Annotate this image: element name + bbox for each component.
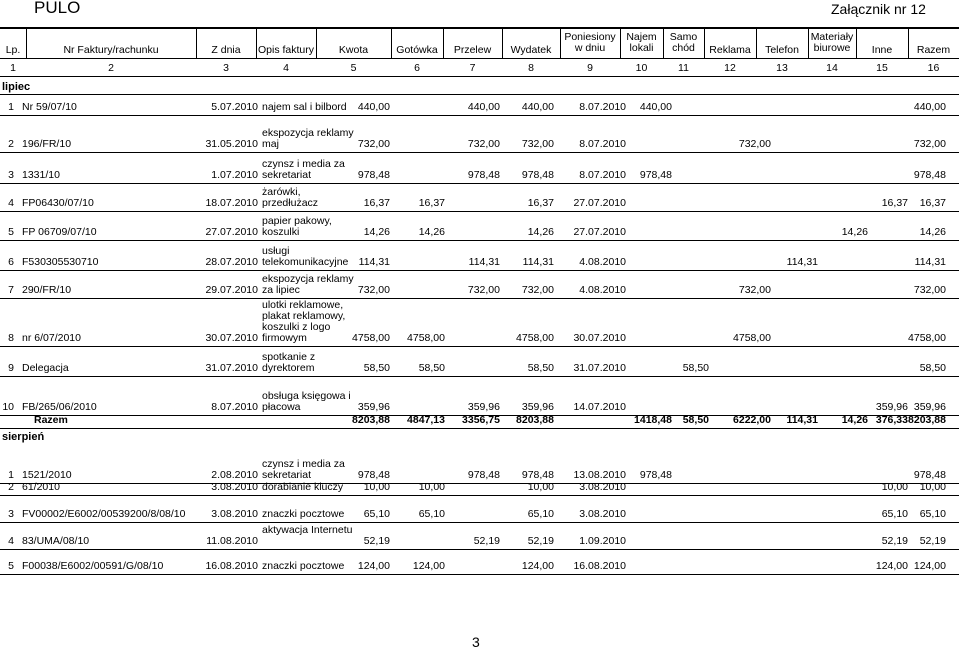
cell-col-7: 359,96 xyxy=(467,401,500,413)
row-divider xyxy=(0,483,959,484)
total-value: 8203,88 xyxy=(908,414,946,426)
cell-col-16: 14,26 xyxy=(919,226,946,238)
cell-col-6: 58,50 xyxy=(418,362,445,374)
col-number: 10 xyxy=(635,62,648,74)
cell-col-9: 3.08.2010 xyxy=(579,481,626,493)
cell-col-3: 5.07.2010 xyxy=(211,101,258,113)
cell-col-7: 440,00 xyxy=(467,101,500,113)
cell-col-6: 124,00 xyxy=(412,560,445,572)
row-divider xyxy=(0,240,959,241)
cell-col-5: 440,00 xyxy=(357,101,390,113)
cell-col-3: 3.08.2010 xyxy=(211,508,258,520)
cell-col-16: 10,00 xyxy=(919,481,946,493)
cell-col-7: 978,48 xyxy=(467,169,500,181)
cell-col-2: 1521/2010 xyxy=(22,469,72,481)
cell-col-10: 440,00 xyxy=(639,101,672,113)
cell-col-13: 114,31 xyxy=(786,256,818,268)
col-number: 12 xyxy=(724,62,736,74)
total-label: Razem xyxy=(34,414,68,426)
cell-col-2: Nr 59/07/10 xyxy=(22,101,77,113)
cell-col-8: 4758,00 xyxy=(516,332,554,344)
cell-col-3: 29.07.2010 xyxy=(205,284,258,296)
cell-col-3: 1.07.2010 xyxy=(211,169,258,181)
total-value: 14,26 xyxy=(841,414,868,426)
cell-col-8: 10,00 xyxy=(527,481,554,493)
col-number: 6 xyxy=(414,62,420,74)
cell-col-3: 16.08.2010 xyxy=(205,560,258,572)
cell-col-2: 1331/10 xyxy=(22,169,60,181)
header-14: Materiały biurowe xyxy=(810,31,854,54)
cell-col-5: 732,00 xyxy=(357,284,390,296)
row-divider xyxy=(0,211,959,212)
cell-col-14: 14,26 xyxy=(841,226,868,238)
cell-col-15: 16,37 xyxy=(881,197,908,209)
cell-col-11: 58,50 xyxy=(682,362,709,374)
cell-col-7: 732,00 xyxy=(467,284,500,296)
col-number: 7 xyxy=(469,62,476,74)
cell-col-3: 28.07.2010 xyxy=(205,256,258,268)
row-divider xyxy=(0,549,959,550)
cell-col-4: ekspozycja reklamy za lipiec xyxy=(262,273,354,296)
cell-col-9: 13.08.2010 xyxy=(573,469,626,481)
cell-col-3: 11.08.2010 xyxy=(206,535,258,547)
cell-col-16: 978,48 xyxy=(913,469,946,481)
header-1: Lp. xyxy=(5,44,21,56)
cell-col-5: 16,37 xyxy=(363,197,390,209)
cell-col-1: 9 xyxy=(8,362,14,374)
cell-col-1: 2 xyxy=(8,481,14,493)
cell-col-8: 732,00 xyxy=(521,138,554,150)
cell-col-4: czynsz i media za sekretariat xyxy=(262,458,345,481)
cell-col-9: 30.07.2010 xyxy=(573,332,626,344)
cell-col-9: 8.07.2010 xyxy=(579,138,626,150)
cell-col-4: żarówki, przedłużacz xyxy=(262,186,319,209)
cell-col-2: 83/UMA/08/10 xyxy=(22,535,90,547)
cell-col-15: 359,96 xyxy=(875,401,908,413)
total-value: 376,33 xyxy=(875,414,908,426)
cell-col-2: Delegacja xyxy=(22,362,69,374)
cell-col-8: 978,48 xyxy=(521,169,554,181)
cell-col-4: ulotki reklamowe, plakat reklamowy, koszulki z logo firmowym xyxy=(262,299,346,344)
cell-col-2: 61/2010 xyxy=(22,481,60,493)
cell-col-8: 65,10 xyxy=(527,508,554,520)
cell-col-4: papier pakowy, koszulki xyxy=(262,215,332,238)
cell-col-2: F00038/E6002/00591/G/08/10 xyxy=(22,560,164,572)
col-number: 8 xyxy=(528,62,534,74)
cell-col-8: 440,00 xyxy=(521,101,554,113)
cell-col-5: 58,50 xyxy=(363,362,390,374)
cell-col-7: 52,19 xyxy=(473,535,500,547)
cell-col-6: 65,10 xyxy=(418,508,445,520)
cell-col-4: dorabianie kluczy xyxy=(262,481,344,493)
cell-col-5: 978,48 xyxy=(357,169,390,181)
cell-col-9: 3.08.2010 xyxy=(579,508,626,520)
col-number: 2 xyxy=(108,62,114,74)
cell-col-1: 10 xyxy=(2,401,14,413)
cell-col-1: 5 xyxy=(8,226,14,238)
cell-col-4: usługi telekomunikacyjne xyxy=(262,245,349,268)
header-12: Reklama xyxy=(709,44,751,56)
cell-col-15: 52,19 xyxy=(881,535,908,547)
cell-col-16: 732,00 xyxy=(913,138,946,150)
cell-col-5: 52,19 xyxy=(363,535,390,547)
header-2: Nr Faktury/rachunku xyxy=(63,44,159,56)
cell-col-9: 31.07.2010 xyxy=(573,362,626,374)
cell-col-1: 3 xyxy=(8,169,14,181)
row-divider xyxy=(0,94,959,95)
row-divider xyxy=(0,428,959,429)
cell-col-9: 27.07.2010 xyxy=(573,197,626,209)
col-number: 1 xyxy=(10,62,16,74)
header-5: Kwota xyxy=(338,44,369,56)
cell-col-8: 16,37 xyxy=(527,197,554,209)
section-label: lipiec xyxy=(2,81,31,93)
col-number: 13 xyxy=(776,62,788,74)
row-divider xyxy=(0,574,959,575)
header-7: Przelew xyxy=(453,44,492,56)
cell-col-3: 3.08.2010 xyxy=(211,481,258,493)
cell-col-4: spotkanie z dyrektorem xyxy=(262,351,316,374)
cell-col-5: 732,00 xyxy=(357,138,390,150)
header-6: Gotówka xyxy=(396,44,438,56)
col-number: 16 xyxy=(927,62,940,74)
header-16: Razem xyxy=(916,44,951,56)
cell-col-2: 290/FR/10 xyxy=(22,284,72,296)
total-value: 8203,88 xyxy=(516,414,554,426)
cell-col-5: 124,00 xyxy=(357,560,390,572)
cell-col-6: 16,37 xyxy=(418,197,445,209)
header-15: Inne xyxy=(871,44,893,56)
header-11: Samo chód xyxy=(669,31,698,54)
header-9: Poniesiony w dniu xyxy=(564,31,616,54)
total-value: 8203,88 xyxy=(352,414,390,426)
cell-col-3: 30.07.2010 xyxy=(205,332,258,344)
attachment-label: Załącznik nr 12 xyxy=(831,1,926,17)
cell-col-10: 978,48 xyxy=(639,469,672,481)
row-divider xyxy=(0,495,959,496)
cell-col-16: 65,10 xyxy=(919,508,946,520)
cell-col-8: 124,00 xyxy=(521,560,554,572)
col-number: 3 xyxy=(223,62,229,74)
cell-col-7: 114,31 xyxy=(468,256,500,268)
header-3: Z dnia xyxy=(211,44,241,56)
cell-col-4: czynsz i media za sekretariat xyxy=(262,158,345,181)
header-4: Opis faktury xyxy=(257,44,315,56)
cell-col-15: 65,10 xyxy=(881,508,908,520)
total-value: 114,31 xyxy=(786,414,818,426)
cell-col-3: 31.07.2010 xyxy=(205,362,258,374)
cell-col-5: 4758,00 xyxy=(352,332,390,344)
cell-col-16: 4758,00 xyxy=(908,332,946,344)
cell-col-2: FP 06709/07/10 xyxy=(22,226,97,238)
cell-col-12: 732,00 xyxy=(738,284,771,296)
row-divider xyxy=(0,152,959,153)
cell-col-4: obsługa księgowa i płacowa xyxy=(262,390,351,413)
cell-col-5: 359,96 xyxy=(357,401,390,413)
col-number: 15 xyxy=(876,62,888,74)
cell-col-8: 114,31 xyxy=(522,256,554,268)
row-divider xyxy=(0,298,959,299)
section-label: sierpień xyxy=(2,431,45,443)
cell-col-8: 359,96 xyxy=(521,401,554,413)
cell-col-1: 2 xyxy=(8,138,14,150)
cell-col-2: FV00002/E6002/00539200/8/08/10 xyxy=(22,508,186,520)
cell-col-1: 1 xyxy=(8,469,14,481)
cell-col-8: 978,48 xyxy=(521,469,554,481)
cell-col-16: 359,96 xyxy=(913,401,946,413)
cell-col-12: 732,00 xyxy=(738,138,771,150)
row-divider xyxy=(0,183,959,184)
total-value: 6222,00 xyxy=(733,414,771,426)
header-13: Telefon xyxy=(765,44,799,56)
cell-col-16: 52,19 xyxy=(919,535,946,547)
cell-col-1: 6 xyxy=(8,256,14,268)
cell-col-6: 4758,00 xyxy=(407,332,445,344)
cell-col-8: 58,50 xyxy=(527,362,554,374)
cell-col-3: 2.08.2010 xyxy=(211,469,258,481)
cell-col-9: 8.07.2010 xyxy=(579,101,626,113)
cell-col-9: 14.07.2010 xyxy=(573,401,626,413)
header-10: Najem lokali xyxy=(626,31,657,54)
cell-col-6: 14,26 xyxy=(418,226,445,238)
cell-col-7: 732,00 xyxy=(467,138,500,150)
cell-col-5: 978,48 xyxy=(357,469,390,481)
document-title: PULO xyxy=(34,0,81,17)
cell-col-4: aktywacja Internetu xyxy=(262,524,353,536)
cell-col-3: 31.05.2010 xyxy=(205,138,258,150)
cell-col-9: 4.08.2010 xyxy=(579,284,626,296)
cell-col-1: 4 xyxy=(8,197,14,209)
cell-col-9: 8.07.2010 xyxy=(579,169,626,181)
col-number: 5 xyxy=(350,62,357,74)
total-value: 1418,48 xyxy=(634,414,672,426)
cell-col-4: znaczki pocztowe xyxy=(262,508,345,520)
cell-col-1: 8 xyxy=(8,332,14,344)
cell-col-16: 124,00 xyxy=(913,560,946,572)
cell-col-4: ekspozycja reklamy maj xyxy=(262,127,354,150)
cell-col-2: FP06430/07/10 xyxy=(22,197,94,209)
col-number: 11 xyxy=(678,62,689,74)
cell-col-2: 196/FR/10 xyxy=(22,138,72,150)
row-divider xyxy=(0,76,959,77)
total-value: 3356,75 xyxy=(462,414,500,426)
cell-col-1: 7 xyxy=(8,284,14,296)
cell-col-16: 58,50 xyxy=(919,362,946,374)
row-divider xyxy=(0,27,959,29)
cell-col-4: znaczki pocztowe xyxy=(262,560,345,572)
cell-col-5: 114,31 xyxy=(358,256,390,268)
cell-col-10: 978,48 xyxy=(639,169,672,181)
cell-col-1: 3 xyxy=(8,508,14,520)
cell-col-2: FB/265/06/2010 xyxy=(22,401,97,413)
cell-col-9: 4.08.2010 xyxy=(579,256,626,268)
cell-col-9: 1.09.2010 xyxy=(579,535,626,547)
cell-col-3: 8.07.2010 xyxy=(211,401,258,413)
cell-col-12: 4758,00 xyxy=(733,332,771,344)
total-value: 58,50 xyxy=(682,414,709,426)
cell-col-15: 124,00 xyxy=(875,560,908,572)
cell-col-9: 16.08.2010 xyxy=(573,560,626,572)
cell-col-6: 10,00 xyxy=(418,481,445,493)
row-divider xyxy=(0,270,959,271)
row-divider xyxy=(0,58,959,59)
cell-col-15: 10,00 xyxy=(881,481,908,493)
cell-col-16: 16,37 xyxy=(919,197,946,209)
page-number: 3 xyxy=(472,634,480,650)
col-number: 9 xyxy=(587,62,593,74)
cell-col-16: 978,48 xyxy=(913,169,946,181)
cell-col-16: 732,00 xyxy=(913,284,946,296)
cell-col-8: 732,00 xyxy=(521,284,554,296)
row-divider xyxy=(0,346,959,347)
total-value: 4847,13 xyxy=(407,414,445,426)
cell-col-1: 4 xyxy=(8,535,14,547)
cell-col-9: 27.07.2010 xyxy=(573,226,626,238)
cell-col-8: 52,19 xyxy=(527,535,554,547)
cell-col-5: 65,10 xyxy=(363,508,390,520)
cell-col-1: 5 xyxy=(8,560,14,572)
cell-col-5: 14,26 xyxy=(363,226,390,238)
row-divider xyxy=(0,522,959,523)
cell-col-3: 27.07.2010 xyxy=(205,226,258,238)
cell-col-1: 1 xyxy=(8,101,14,113)
cell-col-8: 14,26 xyxy=(527,226,554,238)
cell-col-2: nr 6/07/2010 xyxy=(22,332,81,344)
cell-col-7: 978,48 xyxy=(467,469,500,481)
row-divider xyxy=(0,376,959,377)
cell-col-5: 10,00 xyxy=(363,481,390,493)
cell-col-2: F530305530710 xyxy=(22,256,99,268)
col-number: 14 xyxy=(826,62,838,74)
col-number: 4 xyxy=(283,62,289,74)
cell-col-3: 18.07.2010 xyxy=(205,197,258,209)
header-8: Wydatek xyxy=(510,44,552,56)
cell-col-4: najem sal i bilbord xyxy=(262,101,347,113)
cell-col-16: 440,00 xyxy=(913,101,946,113)
cell-col-16: 114,31 xyxy=(914,256,946,268)
row-divider xyxy=(0,115,959,116)
